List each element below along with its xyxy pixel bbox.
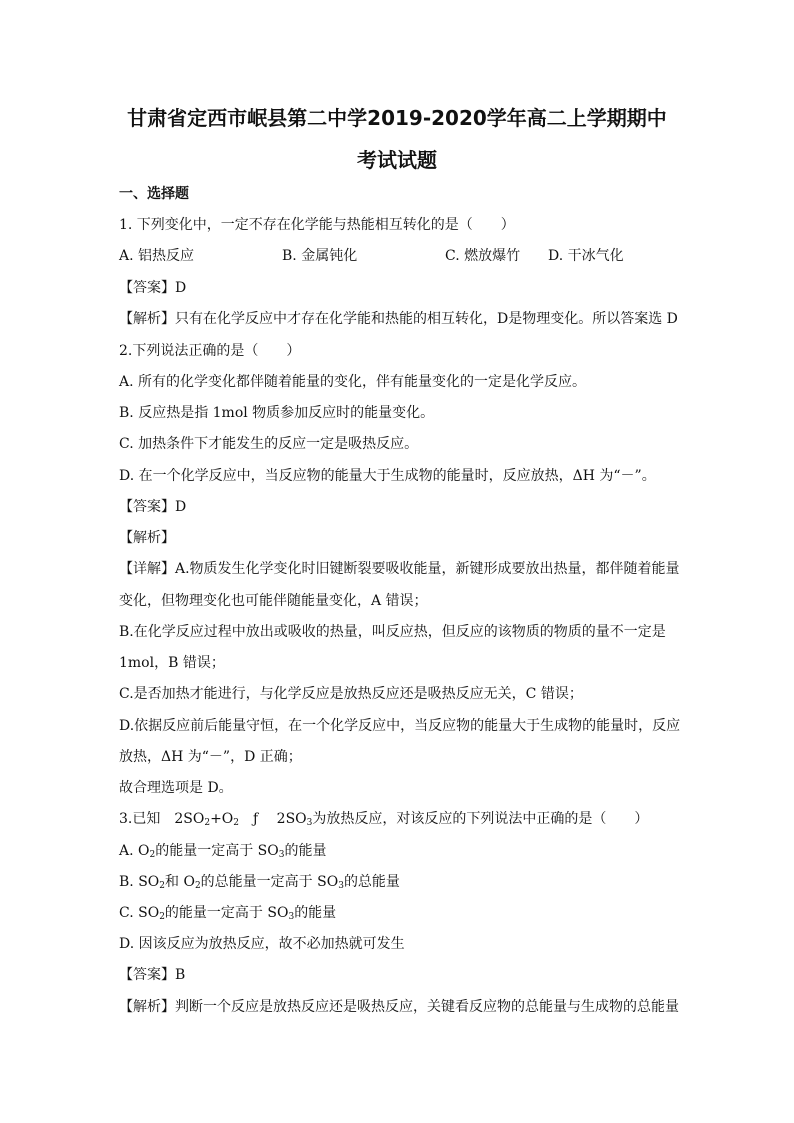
option-text: A. O — [119, 843, 150, 859]
document-title-line-2: 考试试题 — [357, 148, 437, 172]
question-2-stem: 2.下列说法正确的是（ ） — [119, 343, 301, 359]
question-2-option-c: C. 加热条件下才能发生的反应一定是吸热反应。 — [119, 436, 419, 452]
question-2-detail-line: C.是否加热才能进行，与化学反应是放热反应还是吸热反应无关，C 错误； — [119, 686, 583, 702]
question-2-analysis-label: 【解析】 — [119, 530, 175, 546]
question-1-stem: 1. 下列变化中，一定不存在化学能与热能相互转化的是（ ） — [119, 217, 515, 233]
reaction-arrow: ƒ 2SO — [239, 811, 307, 827]
subscript: 2 — [194, 881, 201, 891]
question-3-analysis: 【解析】判断一个反应是放热反应还是吸热反应，关键看反应物的总能量与生成物的总能量 — [119, 999, 679, 1015]
question-3-stem — [119, 811, 648, 828]
option-text: 的能量 — [294, 905, 337, 921]
subscript: 2 — [204, 818, 211, 828]
question-3-option-d: D. 因该反应为放热反应，故不必加热就可发生 — [119, 936, 405, 952]
option-text: B. SO — [119, 874, 160, 890]
question-1-option-a: A. 铝热反应 — [119, 248, 195, 264]
option-text: 和 O — [165, 874, 195, 890]
question-2-option-b: B. 反应热是指 1mol 物质参加反应时的能量变化。 — [119, 405, 435, 421]
question-3-option-c — [119, 905, 336, 922]
question-2-answer: 【答案】D — [119, 499, 187, 515]
question-1-answer: 【答案】D — [119, 280, 187, 296]
option-text: 的能量一定高于 SO — [164, 905, 289, 921]
subscript: 2 — [159, 881, 165, 891]
subscript: 2 — [233, 818, 240, 828]
option-text: 的总能量 — [343, 874, 400, 890]
question-2-detail-line: D.依据反应前后能量守恒，在一个化学反应中，当反应物的能量大于生成物的能量时，反应 — [119, 718, 681, 734]
stem-text: 3.已知 2SO — [119, 811, 205, 827]
question-2-detail-line: B.在化学反应过程中放出或吸收的热量，叫反应热，但反应的该物质的物质的量不一定是 — [119, 624, 666, 640]
question-1-option-b: B. 金属钝化 — [282, 248, 358, 264]
question-2-detail-line: 变化，但物理变化也可能伴随能量变化，A 错误； — [119, 593, 428, 609]
document-title-line-1: 甘肃省定西市岷县第二中学2019-2020学年高二上学期期中 — [127, 106, 667, 130]
option-text: 的能量 — [284, 843, 327, 859]
subscript: 3 — [306, 818, 313, 828]
subscript: 2 — [149, 850, 156, 860]
option-text: 的总能量一定高于 SO — [200, 874, 339, 890]
question-1-option-c: C. 燃放爆竹 — [445, 248, 521, 264]
question-2-option-a: A. 所有的化学变化都伴随着能量的变化，伴有能量变化的一定是化学反应。 — [119, 374, 587, 390]
question-3-option-a — [119, 843, 327, 860]
question-2-detail-line: 1mol，B 错误； — [119, 655, 225, 671]
question-1-analysis: 【解析】只有在化学反应中才存在化学能和热能的相互转化，D是物理变化。所以答案选 D — [119, 311, 678, 327]
question-3-answer: 【答案】B — [119, 967, 186, 983]
question-3-option-b — [119, 874, 400, 891]
stem-text: +O — [210, 811, 234, 827]
question-2-detail-line: 【详解】A.物质发生化学变化时旧键断裂要吸收能量，新键形成要放出热量，都伴随着能量 — [119, 561, 680, 577]
subscript: 3 — [338, 881, 344, 891]
question-1-option-d: D. 干冰气化 — [548, 248, 624, 264]
section-heading: 一、选择题 — [119, 186, 189, 202]
question-2-option-d: D. 在一个化学反应中，当反应物的能量大于生成物的能量时，反应放热，ΔH 为“－”。 — [119, 468, 656, 484]
subscript: 2 — [159, 912, 165, 922]
stem-text: 为放热反应，对该反应的下列说法中正确的是（ ） — [312, 811, 649, 827]
option-text: 的能量一定高于 SO — [155, 843, 279, 859]
question-2-detail-line: 故合理选项是 D。 — [119, 780, 233, 796]
subscript: 3 — [288, 912, 295, 922]
question-2-detail-line: 放热，ΔH 为“－”，D 正确； — [119, 749, 302, 765]
option-text: C. SO — [119, 905, 160, 921]
subscript: 3 — [278, 850, 285, 860]
